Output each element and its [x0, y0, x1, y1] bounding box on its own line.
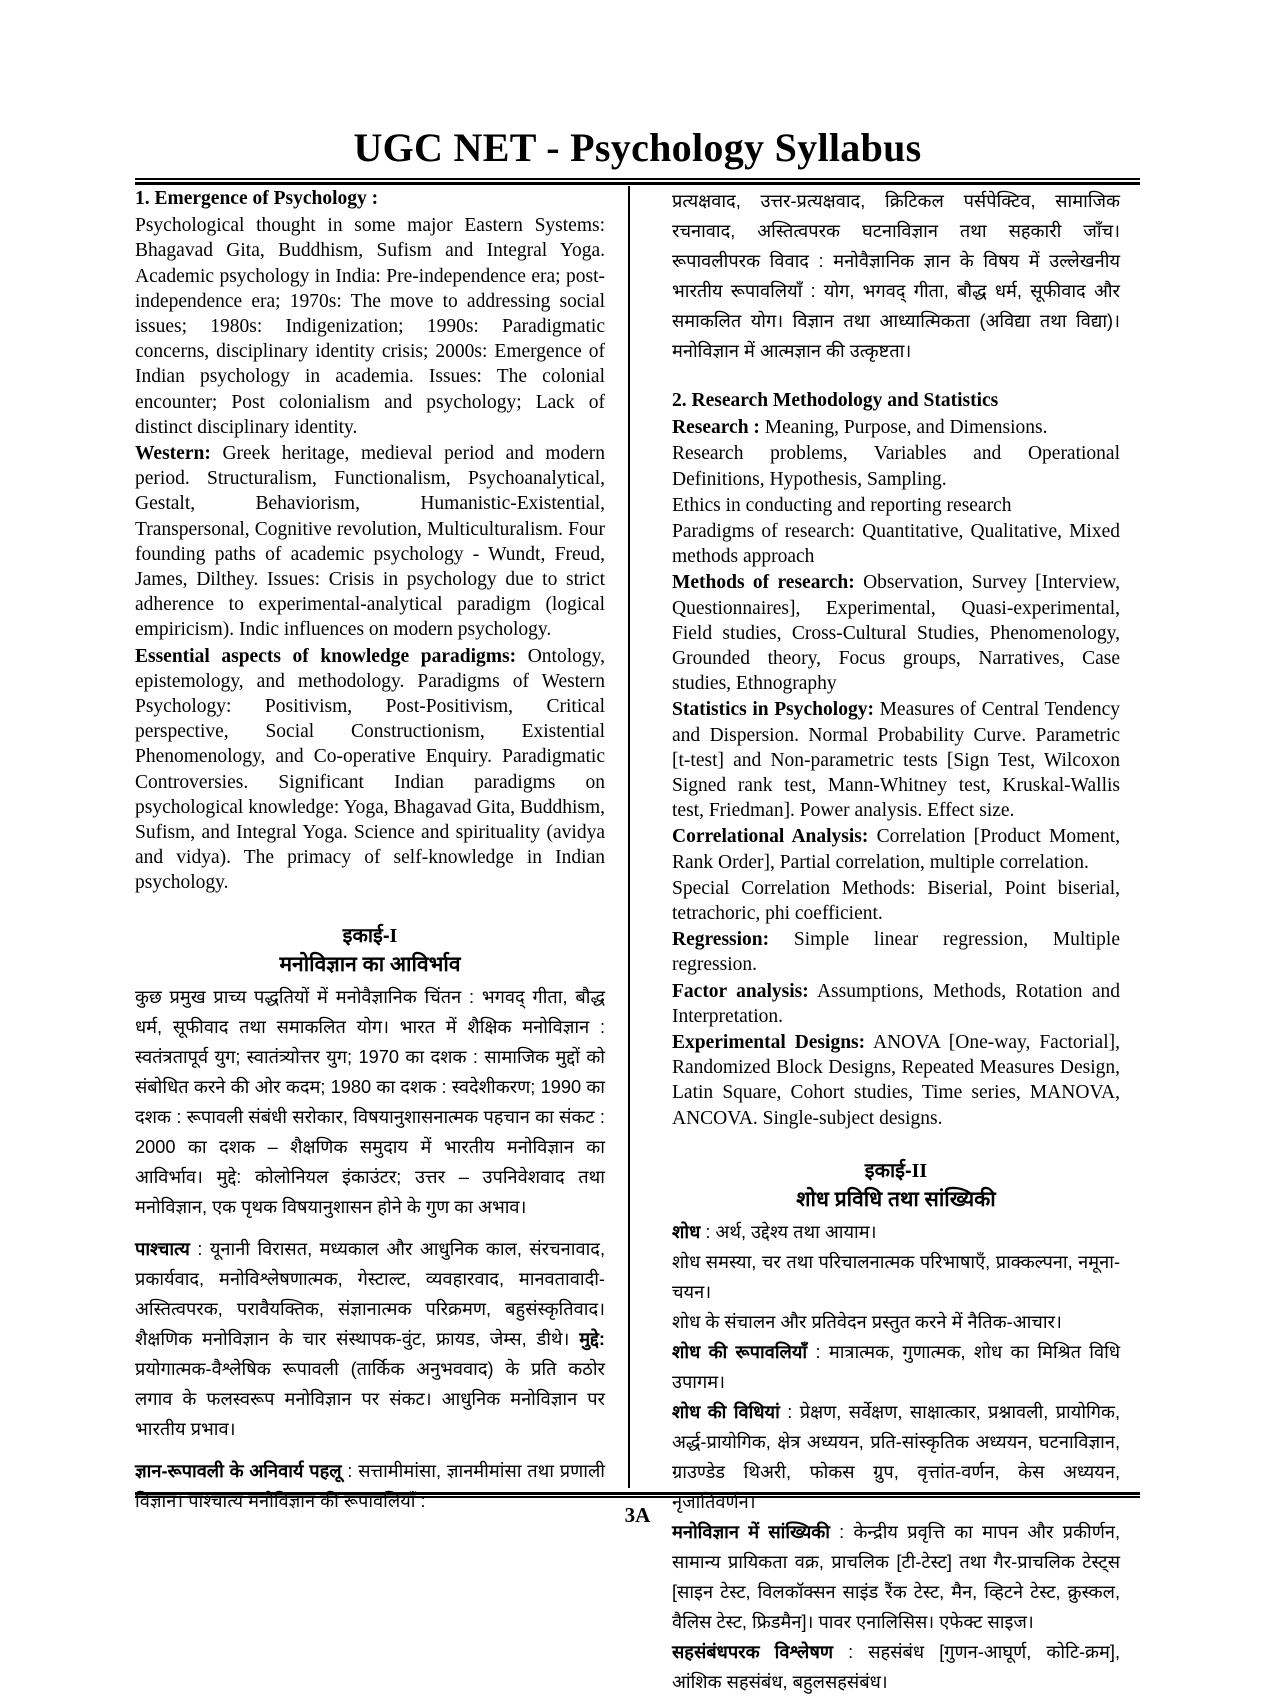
- shodh-label: शोध: [672, 1221, 701, 1242]
- experimental-designs-label: Experimental Designs:: [672, 1032, 866, 1054]
- section-2-problems-line: Research problems, Variables and Operational Definitions, Hypothesis, Sampling.: [672, 443, 1120, 490]
- unit-1-label: [135, 922, 605, 950]
- section-2-correlational-paragraph: [672, 824, 1120, 874]
- header-divider-rule: [135, 178, 1140, 185]
- section-1-intro-paragraph: Psychological thought in some major Eastern Systems: Bhagavad Gita, Buddhism, Sufism and Integral Yoga. Academic psychology in India: Pre-independence era; post-independence era; 1970s: The move to addressing social issues; 1980s: Indigenization; 1990s: Paradigmatic concerns, disciplinary identity crisis; 2000s: Emergence of Indian psychology in academia. Issues: The colonial encounter; Post colonialism and psychology; Lack of distinct disciplinary identity.: [135, 215, 605, 438]
- methods-of-research-label: Methods of research:: [672, 572, 855, 594]
- unit-2-title: शोध प्रविधि तथा सांख्यिकी: [796, 1187, 996, 1211]
- unit-2-statistics-paragraph: [672, 1517, 1120, 1637]
- unit-2-statistics-label: मनोविज्ञान में सांख्यिकी: [672, 1521, 830, 1542]
- section-2-regression-paragraph: [672, 927, 1120, 977]
- unit-1-knowledge-label: ज्ञान-रूपावली के अनिवार्य पहलू: [135, 1460, 342, 1481]
- correlational-analysis-label: Correlational Analysis:: [672, 826, 869, 848]
- section-2-experimental-designs-paragraph: [672, 1030, 1120, 1131]
- section-2-paradigms-line: Paradigms of research: Quantitative, Qualitative, Mixed methods approach: [672, 521, 1120, 568]
- unit-2-paradigms-label: शोध की रूपावलियाँ: [672, 1341, 808, 1362]
- statistics-label: Statistics in Psychology:: [672, 699, 874, 721]
- correlational-analysis-body: Correlation [Product Moment, Rank Order], Partial correlation, multiple correlation.: [672, 826, 1120, 873]
- section-2-special-correlation-line: Special Correlation Methods: Biserial, Point biserial, tetrachoric, phi coefficient.: [672, 877, 1120, 925]
- page-number: 3A: [624, 1503, 651, 1527]
- unit-2-ethics-line: शोध के संचालन और प्रतिवेदन प्रस्तुत करने में नैतिक-आचार।: [672, 1311, 1062, 1332]
- shodh-body: : अर्थ, उद्देश्य तथा आयाम।: [700, 1221, 877, 1242]
- unit-1-prefix: इकाई-: [342, 924, 390, 947]
- section-2-heading: 2. Research Methodology and Statistics: [672, 390, 999, 411]
- factor-analysis-label: Factor analysis:: [672, 980, 809, 1002]
- research-body: Meaning, Purpose, and Dimensions.: [759, 417, 1048, 439]
- spacer: [135, 1222, 605, 1234]
- left-column: [135, 186, 605, 1511]
- essential-aspects-label: Essential aspects of knowledge paradigms:: [135, 645, 517, 667]
- unit-2-correlational-paragraph: [672, 1637, 1120, 1697]
- unit-1-issues-body: प्रयोगात्मक-वैश्लेषिक रूपावली (तार्किक अनुभववाद) के प्रति कठोर लगाव के फलस्वरूप मनोविज्ञान पर संकट। आधुनिक मनोविज्ञान पर भारतीय प्रभाव।: [135, 1358, 605, 1439]
- unit-1-western-paragraph: [135, 1234, 605, 1444]
- unit-2-correlational-label: सहसंबंधपरक विश्लेषण: [672, 1641, 833, 1662]
- section-2-statistics-paragraph: [672, 697, 1120, 823]
- research-label: Research :: [672, 417, 760, 439]
- unit-1-title: मनोविज्ञान का आविर्भाव: [279, 952, 461, 976]
- right-column: [650, 186, 1121, 1692]
- footer-divider-rule: [135, 1492, 1140, 1498]
- methods-of-research-body: Observation, Survey [Interview, Questionnaires], Experimental, Quasi-experimental, Field studies, Cross-Cultural Studies, Phenomenology, Grounded theory, Focus groups, Narratives, Case studies, Ethnography: [672, 572, 1120, 695]
- unit-2-paradigms-body: : मात्रात्मक, गुणात्मक, शोध का मिश्रित विधि उपागम।: [672, 1341, 1121, 1392]
- unit-2-label: [672, 1157, 1120, 1185]
- unit-2-correlational-body: : सहसंबंध [गुणन-आघूर्ण, कोटि-क्रम], आंशिक सहसंबंध, बहुलसहसंबंध।: [672, 1641, 1120, 1692]
- experimental-designs-body: ANOVA [One-way, Factorial], Randomized Block Designs, Repeated Measures Design, Latin Square, Cohort studies, Time series, MANOVA, ANCOVA. Single-subject designs.: [672, 1032, 1120, 1129]
- page-title-container: [135, 125, 1140, 171]
- unit-2-problems-line: शोध समस्या, चर तथा परिचालनात्मक परिभाषाएँ, प्राक्कल्पना, नमूना-चयन।: [672, 1251, 1120, 1302]
- unit-1-roman-numeral: I: [389, 924, 398, 947]
- section-2-methods-paragraph: [672, 570, 1120, 696]
- unit-2-methods-body: : प्रेक्षण, सर्वेक्षण, साक्षात्कार, प्रश्नावली, प्रायोगिक, अर्द्ध-प्रायोगिक, क्षेत्र अध्ययन, प्रति-सांस्कृतिक अध्ययन, घटनाविज्ञान, ग्राउण्डेड थिअरी, फोकस ग्रुप, वृत्तांत-वर्णन, केस अध्ययन, नृजातिवर्णन।: [672, 1401, 1120, 1512]
- statistics-body: Measures of Central Tendency and Dispersion. Normal Probability Curve. Parametric [t-test] and Non-parametric tests [Sign Test, Wilcoxon Signed rank test, Mann-Whitney test, Kruskal-Wallis test, Friedman]. Power analysis. Effect size.: [672, 699, 1120, 822]
- unit-2-roman-numeral: II: [911, 1159, 928, 1182]
- section-2-research-paragraph: [672, 415, 1120, 440]
- unit-2-statistics-body: : केन्द्रीय प्रवृत्ति का मापन और प्रकीर्णन, सामान्य प्रायिकता वक्र, प्राचलिक [टी-टेस्ट] तथा गैर-प्राचलिक टेस्ट्स [साइन टेस्ट, विलकॉक्सन साइंड रैंक टेस्ट, मैन, व्हिटने टेस्ट, क्रुस्कल, वैलिस टेस्ट, फ्रिडमैन]। पावर एनालिसिस। एफेक्ट साइज।: [672, 1521, 1120, 1632]
- unit-1-intro-paragraph: कुछ प्रमुख प्राच्य पद्धतियों में मनोवैज्ञानिक चिंतन : भगवद् गीता, बौद्ध धर्म, सूफीवाद तथा समाकलित योग। भारत में शैक्षिक मनोविज्ञान : स्वतंत्रतापूर्व युग; स्वातंत्र्योत्तर युग; 1970 का दशक : सामाजिक मुद्दों को संबोधित करने की ओर कदम; 1980 का दशक : स्वदेशीकरण; 1990 का दशक : रूपावली संबंधी सरोकार, विषयानुशासनात्मक पहचान का संकट : 2000 का दशक – शैक्षणिक समुदाय में भारतीय मनोविज्ञान का आविर्भाव। मुद्दे: कोलोनियल इंकाउंटर; उत्तर – उपनिवेशवाद तथा मनोविज्ञान, एक पृथक विषयानुशासन होने के गुण का अभाव।: [135, 986, 605, 1217]
- unit-1-western-label: पाश्चात्य: [135, 1238, 190, 1259]
- section-2-ethics-line: Ethics in conducting and reporting research: [672, 494, 1012, 516]
- page-title: UGC NET - Psychology Syllabus: [353, 125, 922, 170]
- western-body: Greek heritage, medieval period and modern period. Structuralism, Functionalism, Psychoanalytical, Gestalt, Behaviorism, Humanistic-Existential, Transpersonal, Cognitive revolution, Multiculturalism. Four founding paths of academic psychology - Wundt, Freud, James, Dilthey. Issues: Crisis in psychology due to strict adherence to experimental-analytical paradigm (logical empiricism). Indic influences on modern psychology.: [135, 443, 605, 641]
- regression-body: Simple linear regression, Multiple regression.: [672, 929, 1120, 976]
- unit-2-methods-label: शोध की विधियां: [672, 1401, 780, 1422]
- unit-2-methods-paragraph: [672, 1397, 1120, 1517]
- unit-2-shodh-paragraph: [672, 1217, 1120, 1247]
- section-2-factor-analysis-paragraph: [672, 979, 1120, 1029]
- spacer: [672, 366, 1120, 388]
- spacer: [135, 1444, 605, 1456]
- unit-1-issues-label: मुद्दे:: [579, 1328, 605, 1349]
- unit-2-header: [672, 1157, 1120, 1215]
- section-1-western-paragraph: [135, 441, 605, 643]
- unit-2-prefix: इकाई-: [864, 1159, 912, 1182]
- essential-aspects-body: Ontology, epistemology, and methodology. Paradigms of Western Psychology: Positivism, Post-Positivism, Critical perspective, Social Constructionism, Existential Phenomenology, and Co-operative Enquiry. Paradigmatic Controversies. Significant Indian paradigms on psychological knowledge: Yoga, Bhagavad Gita, Buddhism, Sufism, and Integral Yoga. Science and spirituality (avidya and vidya). The primacy of self-knowledge in Indian psychology.: [135, 645, 605, 894]
- factor-analysis-body: Assumptions, Methods, Rotation and Interpretation.: [672, 980, 1120, 1027]
- section-1-heading: 1. Emergence of Psychology :: [135, 188, 379, 209]
- unit-1-western-body: : यूनानी विरासत, मध्यकाल और आधुनिक काल, संरचनावाद, प्रकार्यवाद, मनोविश्लेषणात्मक, गेस्टाल्ट, व्यवहारवाद, मानवतावादी-अस्तित्वपरक, परावैयक्तिक, संज्ञानात्मक परिक्रमण, बहुसंस्कृतिवाद। शैक्षणिक मनोविज्ञान के चार संस्थापक-वुंट, फ्रायड, जेम्स, डीथे।: [135, 1238, 605, 1349]
- unit-1-continued-paragraph: प्रत्यक्षवाद, उत्तर-प्रत्यक्षवाद, क्रिटिकल पर्सपेक्टिव, सामाजिक रचनावाद, अस्तित्वपरक घटनाविज्ञान तथा सहकारी जाँच। रूपावलीपरक विवाद : मनोवैज्ञानिक ज्ञान के विषय में उल्लेखनीय भारतीय रूपावलियाँ : योग, भगवद् गीता, बौद्ध धर्म, सूफीवाद और समाकलित योग। विज्ञान तथा आध्यात्मिकता (अविद्या तथा विद्या)। मनोविज्ञान में आत्मज्ञान की उत्कृष्टता।: [672, 191, 1120, 361]
- column-divider-rule: [628, 186, 630, 1488]
- regression-label: Regression:: [672, 929, 770, 951]
- unit-2-paradigms-paragraph: [672, 1337, 1120, 1397]
- western-label: Western:: [135, 443, 211, 465]
- unit-1-header: [135, 922, 605, 980]
- unit-1-knowledge-body: : सत्तामीमांसा, ज्ञानमीमांसा तथा प्रणाली विज्ञान। पाश्चात्य मनोविज्ञान की रूपावलियाँ :: [135, 1460, 605, 1511]
- section-1-essential-paragraph: [135, 644, 605, 896]
